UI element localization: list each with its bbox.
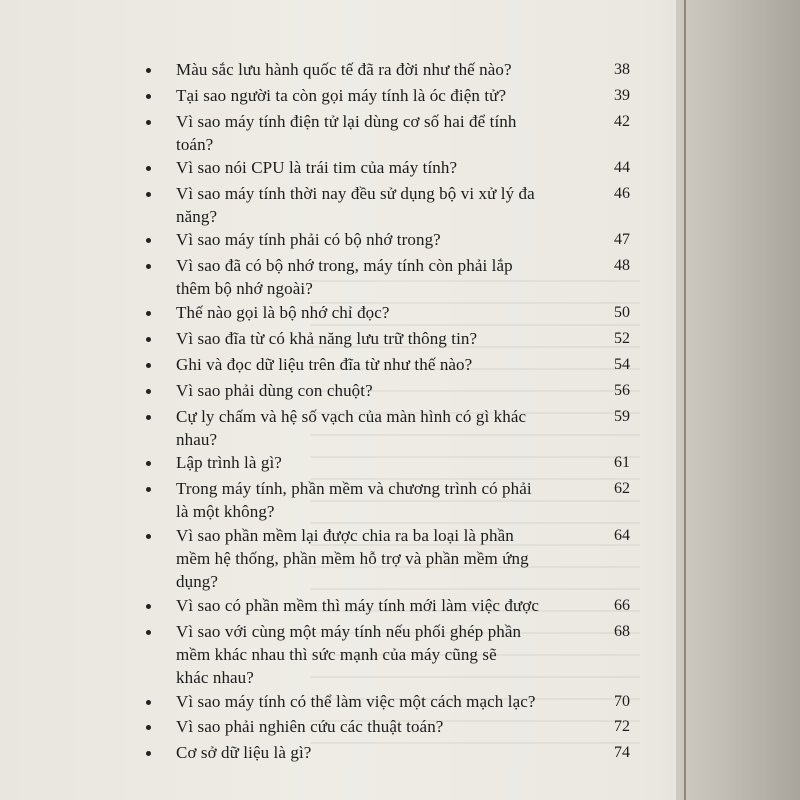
toc-entry-title: Vì sao phải nghiên cứu các thuật toán? bbox=[176, 717, 444, 736]
bullet-icon bbox=[146, 94, 151, 99]
toc-entry-title: Vì sao với cùng một máy tính nếu phối ghép phần mềm khác nhau thì sức mạnh của máy cũng sẽ khác nhau? bbox=[176, 622, 522, 687]
bullet-icon bbox=[146, 415, 151, 420]
toc-entry-page-number: 56 bbox=[614, 382, 630, 399]
toc-entry-title: Trong máy tính, phần mềm và chương trình có phải là một không? bbox=[176, 479, 532, 521]
toc-entry-title: Vì sao máy tính điện tử lại dùng cơ số hai để tính toán? bbox=[176, 112, 517, 154]
bullet-icon bbox=[146, 120, 151, 125]
bullet-icon bbox=[146, 311, 151, 316]
toc-entry-page-number: 50 bbox=[614, 304, 630, 321]
toc-entry-title: Vì sao có phần mềm thì máy tính mới làm việc được bbox=[176, 596, 540, 615]
toc-entry-page-number: 74 bbox=[614, 744, 630, 761]
toc-entry-page-number: 42 bbox=[614, 113, 630, 130]
toc-entry-page-number: 68 bbox=[614, 623, 630, 640]
toc-entry-title: Ghi và đọc dữ liệu trên đĩa từ như thế nào? bbox=[176, 355, 473, 374]
toc-entry-title: Vì sao nói CPU là trái tim của máy tính? bbox=[176, 158, 458, 177]
toc-entry-title: Thế nào gọi là bộ nhớ chỉ đọc? bbox=[176, 303, 390, 322]
toc-entry-page-number: 72 bbox=[614, 718, 630, 735]
toc-entry-page-number: 62 bbox=[614, 480, 630, 497]
toc-entry-page-number: 48 bbox=[614, 257, 630, 274]
bullet-icon bbox=[146, 238, 151, 243]
bullet-icon bbox=[146, 604, 151, 609]
toc-entry-title: Vì sao máy tính có thể làm việc một cách mạch lạc? bbox=[176, 692, 536, 711]
bullet-icon bbox=[146, 363, 151, 368]
toc-entry-page-number: 52 bbox=[614, 330, 630, 347]
toc-entry-title: Vì sao máy tính thời nay đều sử dụng bộ vi xử lý đa năng? bbox=[176, 184, 535, 226]
bullet-icon bbox=[146, 68, 151, 73]
bullet-icon bbox=[146, 389, 151, 394]
toc-entry-title: Vì sao phải dùng con chuột? bbox=[176, 381, 373, 400]
toc-entry-page-number: 64 bbox=[614, 527, 630, 544]
toc-entry-title: Vì sao đĩa từ có khả năng lưu trữ thông tin? bbox=[176, 329, 478, 348]
toc-entry-title: Tại sao người ta còn gọi máy tính là óc điện tử? bbox=[176, 86, 507, 105]
bullet-icon bbox=[146, 166, 151, 171]
page-edge-line bbox=[684, 0, 686, 800]
toc-entry-title: Cơ sở dữ liệu là gì? bbox=[176, 743, 312, 762]
bullet-icon bbox=[146, 192, 151, 197]
bullet-icon bbox=[146, 700, 151, 705]
bullet-icon bbox=[146, 264, 151, 269]
bullet-icon bbox=[146, 461, 151, 466]
toc-entry-title: Vì sao máy tính phải có bộ nhớ trong? bbox=[176, 230, 441, 249]
toc-entry-title: Vì sao phần mềm lại được chia ra ba loại là phần mềm hệ thống, phần mềm hỗ trợ và phần mềm ứng dụng? bbox=[176, 526, 529, 591]
toc-entry-page-number: 66 bbox=[614, 597, 630, 614]
page-edge-shadow bbox=[676, 0, 800, 800]
bullet-icon bbox=[146, 487, 151, 492]
toc-entry-page-number: 54 bbox=[614, 356, 630, 373]
bullet-icon bbox=[146, 751, 151, 756]
toc-entry-page-number: 46 bbox=[614, 185, 630, 202]
toc-entry-title: Cự ly chấm và hệ số vạch của màn hình có gì khác nhau? bbox=[176, 407, 527, 449]
toc-entry-page-number: 59 bbox=[614, 408, 630, 425]
toc-entry-title: Vì sao đã có bộ nhớ trong, máy tính còn phải lắp thêm bộ nhớ ngoài? bbox=[176, 256, 513, 298]
bullet-icon bbox=[146, 725, 151, 730]
toc-entry-page-number: 44 bbox=[614, 159, 630, 176]
toc-entry-page-number: 47 bbox=[614, 231, 630, 248]
bullet-icon bbox=[146, 534, 151, 539]
bullet-icon bbox=[146, 337, 151, 342]
toc-entry-title: Màu sắc lưu hành quốc tế đã ra đời như thế nào? bbox=[176, 60, 512, 79]
toc-entry-page-number: 38 bbox=[614, 61, 630, 78]
toc-entry-title: Lập trình là gì? bbox=[176, 453, 282, 472]
toc-entry-page-number: 70 bbox=[614, 693, 630, 710]
toc-entry-page-number: 39 bbox=[614, 87, 630, 104]
toc-entry-page-number: 61 bbox=[614, 454, 630, 471]
bullet-icon bbox=[146, 630, 151, 635]
